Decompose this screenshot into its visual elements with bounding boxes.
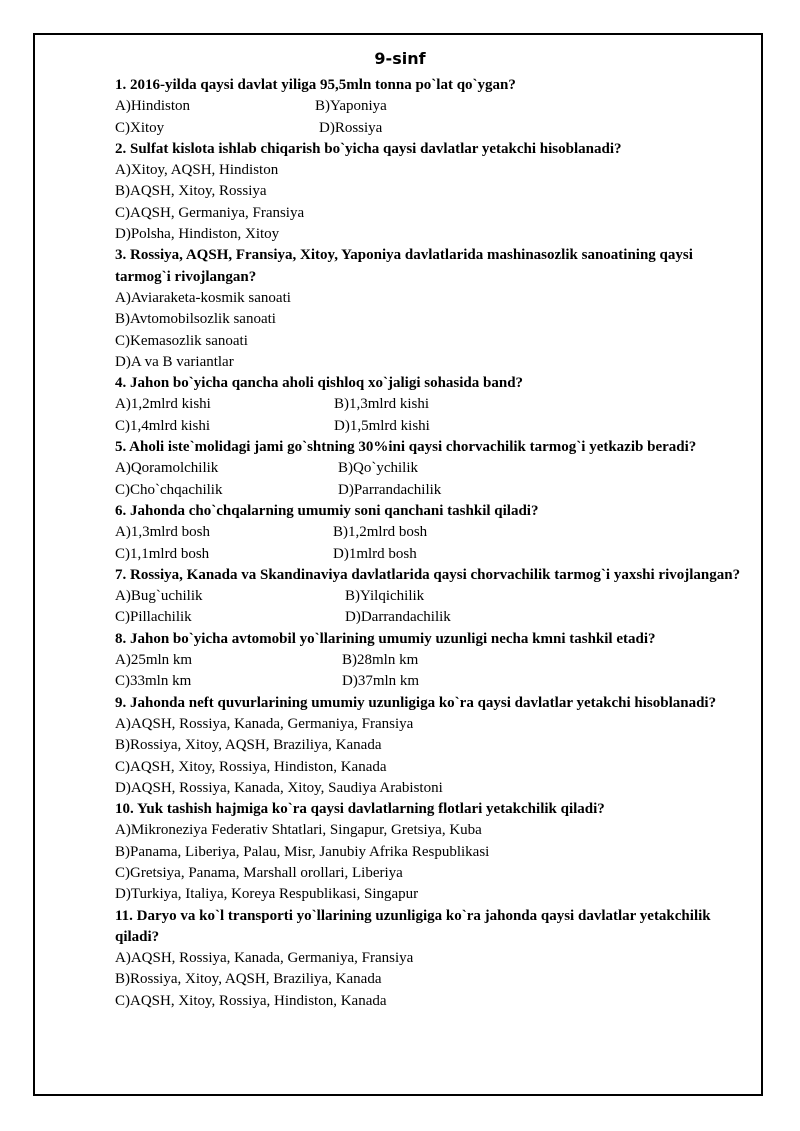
option-a[interactable]: A)AQSH, Rossiya, Kanada, Germaniya, Fransiya — [115, 950, 414, 967]
options-row — [115, 416, 750, 437]
option-b[interactable]: B)AQSH, Xitoy, Rossiya — [115, 183, 267, 200]
option-b[interactable]: B)Rossiya, Xitoy, AQSH, Braziliya, Kanada — [115, 971, 382, 988]
options-row — [115, 522, 750, 543]
question-8: 8. Jahon bo`yicha avtomobil yo`llarining umumiy uzunligi necha kmni tashkil etadi? — [115, 630, 656, 647]
question-list — [115, 75, 750, 1012]
option-a[interactable]: A)1,2mlrd kishi — [115, 396, 211, 413]
option-c[interactable]: C)33mln km — [115, 673, 192, 690]
option-d[interactable]: D)Turkiya, Italiya, Koreya Respublikasi, Singapur — [115, 886, 419, 903]
options-row — [115, 394, 750, 415]
options-row — [115, 544, 750, 565]
option-b[interactable]: B)1,2mlrd bosh — [333, 524, 428, 541]
option-b[interactable]: B)1,3mlrd kishi — [334, 396, 430, 413]
options-row — [115, 96, 750, 117]
options-row — [115, 458, 750, 479]
option-a[interactable]: A)Aviaraketa-kosmik sanoati — [115, 289, 291, 306]
option-d[interactable]: D)1,5mlrd kishi — [334, 417, 430, 434]
option-d[interactable]: D)Parrandachilik — [338, 481, 442, 498]
option-c[interactable]: C)AQSH, Germaniya, Fransiya — [115, 204, 305, 221]
option-c[interactable]: C)Cho`chqachilik — [115, 481, 223, 498]
option-c[interactable]: C)1,4mlrd kishi — [115, 417, 211, 434]
option-d[interactable]: D)AQSH, Rossiya, Kanada, Xitoy, Saudiya Arabistoni — [115, 779, 443, 796]
option-d[interactable]: D)A va B variantlar — [115, 353, 234, 370]
options-row — [115, 118, 750, 139]
options-row — [115, 671, 750, 692]
option-c[interactable]: C)Gretsiya, Panama, Marshall orollari, Liberiya — [115, 864, 403, 881]
options-row — [115, 586, 750, 607]
question-2: 2. Sulfat kislota ishlab chiqarish bo`yicha qaysi davlatlar yetakchi hisoblanadi? — [115, 140, 622, 157]
option-a[interactable]: A)25mln km — [115, 652, 193, 669]
option-c[interactable]: C)1,1mlrd bosh — [115, 545, 210, 562]
option-a[interactable]: A)1,3mlrd bosh — [115, 524, 210, 541]
option-d[interactable]: D)Polsha, Hindiston, Xitoy — [115, 226, 280, 243]
page-title: 9-sinf — [374, 49, 426, 68]
option-b[interactable]: B)Qo`ychilik — [338, 460, 418, 477]
question-4: 4. Jahon bo`yicha qancha aholi qishloq xo`jaligi sohasida band? — [115, 375, 524, 392]
option-b[interactable]: B)Yilqichilik — [345, 588, 425, 605]
option-c[interactable]: C)Xitoy — [115, 119, 165, 136]
option-d[interactable]: D)Rossiya — [319, 119, 383, 136]
option-b[interactable]: B)Panama, Liberiya, Palau, Misr, Janubiy Afrika Respublikasi — [115, 843, 490, 860]
question-3: 3. Rossiya, AQSH, Fransiya, Xitoy, Yaponiya davlatlarida mashinasozlik sanoatining qaysi tarmog`i rivojlangan? — [115, 247, 693, 285]
option-a[interactable]: A)Qoramolchilik — [115, 460, 219, 477]
option-a[interactable]: A)Bug`uchilik — [115, 588, 203, 605]
option-c[interactable]: C)AQSH, Xitoy, Rossiya, Hindiston, Kanada — [115, 758, 387, 775]
option-a[interactable]: A)AQSH, Rossiya, Kanada, Germaniya, Fransiya — [115, 715, 414, 732]
option-b[interactable]: B)Yaponiya — [315, 98, 387, 115]
options-row — [115, 607, 750, 628]
option-b[interactable]: B)28mln km — [342, 652, 419, 669]
option-d[interactable]: D)Darrandachilik — [345, 609, 451, 626]
question-5: 5. Aholi iste`molidagi jami go`shtning 30%ini qaysi chorvachilik tarmog`i yetkazib beradi? — [115, 439, 697, 456]
option-d[interactable]: D)1mlrd bosh — [333, 545, 417, 562]
option-b[interactable]: B)Rossiya, Xitoy, AQSH, Braziliya, Kanada — [115, 737, 382, 754]
question-11: 11. Daryo va ko`l transporti yo`llarining uzunligiga ko`ra jahonda qaysi davlatlar yetakchilik qiladi? — [115, 907, 711, 945]
option-c[interactable]: C)Kemasozlik sanoati — [115, 332, 248, 349]
question-7: 7. Rossiya, Kanada va Skandinaviya davlatlarida qaysi chorvachilik tarmog`i yaxshi rivojlangan? — [115, 566, 741, 583]
options-row — [115, 650, 750, 671]
option-d[interactable]: D)37mln km — [342, 673, 420, 690]
options-row — [115, 480, 750, 501]
option-a[interactable]: A)Hindiston — [115, 98, 190, 115]
option-c[interactable]: C)AQSH, Xitoy, Rossiya, Hindiston, Kanada — [115, 992, 387, 1009]
option-a[interactable]: A)Mikroneziya Federativ Shtatlari, Singapur, Gretsiya, Kuba — [115, 822, 482, 839]
question-10: 10. Yuk tashish hajmiga ko`ra qaysi davlatlarning flotlari yetakchilik qiladi? — [115, 801, 605, 818]
question-1: 1. 2016-yilda qaysi davlat yiliga 95,5mln tonna po`lat qo`ygan? — [115, 77, 516, 93]
option-c[interactable]: C)Pillachilik — [115, 609, 192, 626]
question-9: 9. Jahonda neft quvurlarining umumiy uzunligiga ko`ra qaysi davlatlar yetakchi hisoblanadi? — [115, 694, 717, 711]
question-6: 6. Jahonda cho`chqalarning umumiy soni qanchani tashkil qiladi? — [115, 502, 539, 519]
option-b[interactable]: B)Avtomobilsozlik sanoati — [115, 311, 276, 328]
option-a[interactable]: A)Xitoy, AQSH, Hindiston — [115, 162, 279, 179]
